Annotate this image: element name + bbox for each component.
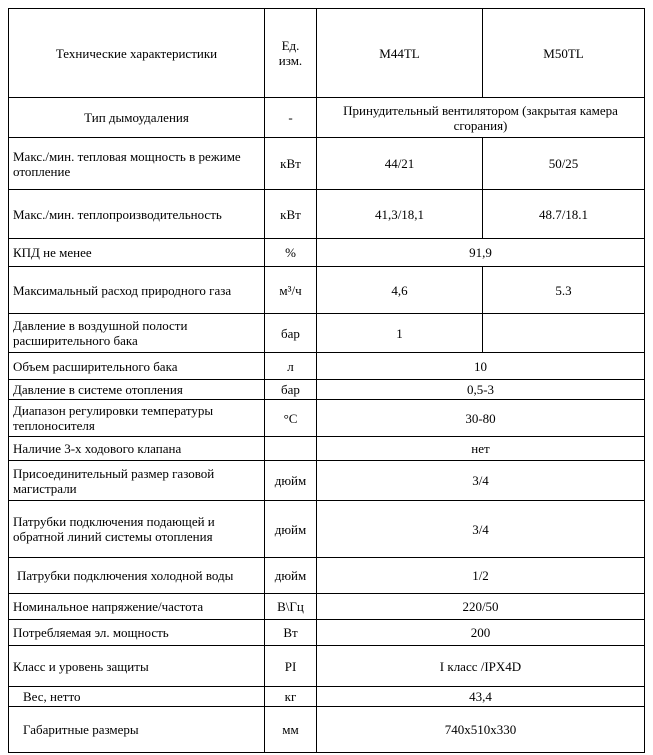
row-name: Вес, нетто — [9, 687, 265, 707]
row-name: Патрубки подключения подающей и обратной линий системы отопления — [9, 501, 265, 558]
row-unit: °C — [265, 400, 317, 437]
row-value: 1/2 — [317, 558, 645, 594]
row-unit: - — [265, 98, 317, 138]
row-unit: % — [265, 239, 317, 267]
row-value-m50tl: 50/25 — [483, 138, 645, 190]
row-value: 3/4 — [317, 461, 645, 501]
table-row — [9, 461, 645, 501]
row-name: КПД не менее — [9, 239, 265, 267]
row-value: 91,9 — [317, 239, 645, 267]
table-row — [9, 646, 645, 687]
row-unit: бар — [265, 380, 317, 400]
table-row — [9, 314, 645, 353]
row-unit: Вт — [265, 620, 317, 646]
row-unit: дюйм — [265, 558, 317, 594]
row-value-m44tl: 44/21 — [317, 138, 483, 190]
table-row — [9, 437, 645, 461]
table-row — [9, 687, 645, 707]
row-name: Давление в системе отопления — [9, 380, 265, 400]
row-name: Габаритные размеры — [9, 707, 265, 753]
table-row — [9, 98, 645, 138]
row-name: Патрубки подключения холодной воды — [9, 558, 265, 594]
row-unit: дюйм — [265, 461, 317, 501]
row-value-m50tl: 48.7/18.1 — [483, 190, 645, 239]
table-row — [9, 558, 645, 594]
row-value: 740х510х330 — [317, 707, 645, 753]
row-name: Наличие 3-х ходового клапана — [9, 437, 265, 461]
row-name: Класс и уровень защиты — [9, 646, 265, 687]
row-name: Макс./мин. теплопроизводительность — [9, 190, 265, 239]
table-row — [9, 620, 645, 646]
row-value: 220/50 — [317, 594, 645, 620]
row-unit: л — [265, 353, 317, 380]
row-value: Принудительный вентилятором (закрытая камера сгорания) — [317, 98, 645, 138]
row-value: I класс /IPX4D — [317, 646, 645, 687]
row-value-m44tl: 41,3/18,1 — [317, 190, 483, 239]
table-row — [9, 707, 645, 753]
header-row — [9, 9, 645, 98]
header-model-m44tl: M44TL — [317, 9, 483, 98]
row-value: 43,4 — [317, 687, 645, 707]
row-unit: В\Гц — [265, 594, 317, 620]
row-name: Диапазон регулировки температуры теплоносителя — [9, 400, 265, 437]
row-unit: бар — [265, 314, 317, 353]
row-unit: PI — [265, 646, 317, 687]
row-unit — [265, 437, 317, 461]
table-row — [9, 501, 645, 558]
table-row — [9, 380, 645, 400]
row-unit: дюйм — [265, 501, 317, 558]
row-unit: мм — [265, 707, 317, 753]
row-unit: кВт — [265, 190, 317, 239]
table-row — [9, 239, 645, 267]
row-name: Присоединительный размер газовой магистрали — [9, 461, 265, 501]
row-name: Максимальный расход природного газа — [9, 267, 265, 314]
table-row — [9, 353, 645, 380]
table-row — [9, 267, 645, 314]
row-name: Номинальное напряжение/частота — [9, 594, 265, 620]
row-name: Тип дымоудаления — [9, 98, 265, 138]
table-row — [9, 190, 645, 239]
row-unit: кг — [265, 687, 317, 707]
row-name: Потребляемая эл. мощность — [9, 620, 265, 646]
header-unit: Ед. изм. — [265, 9, 317, 98]
header-model-m50tl: M50TL — [483, 9, 645, 98]
table-row — [9, 400, 645, 437]
row-value-m50tl: 5.3 — [483, 267, 645, 314]
row-value: 0,5-3 — [317, 380, 645, 400]
row-value-m50tl — [483, 314, 645, 353]
row-value: 30-80 — [317, 400, 645, 437]
table-row — [9, 138, 645, 190]
row-value: 10 — [317, 353, 645, 380]
header-characteristics: Технические характеристики — [9, 9, 265, 98]
row-name: Объем расширительного бака — [9, 353, 265, 380]
row-value: 3/4 — [317, 501, 645, 558]
row-value: нет — [317, 437, 645, 461]
row-name: Макс./мин. тепловая мощность в режиме отопление — [9, 138, 265, 190]
row-name: Давление в воздушной полости расширительного бака — [9, 314, 265, 353]
row-value-m44tl: 4,6 — [317, 267, 483, 314]
row-unit: кВт — [265, 138, 317, 190]
table-row — [9, 594, 645, 620]
row-unit: м³/ч — [265, 267, 317, 314]
row-value: 200 — [317, 620, 645, 646]
specifications-table — [8, 8, 645, 753]
row-value-m44tl: 1 — [317, 314, 483, 353]
